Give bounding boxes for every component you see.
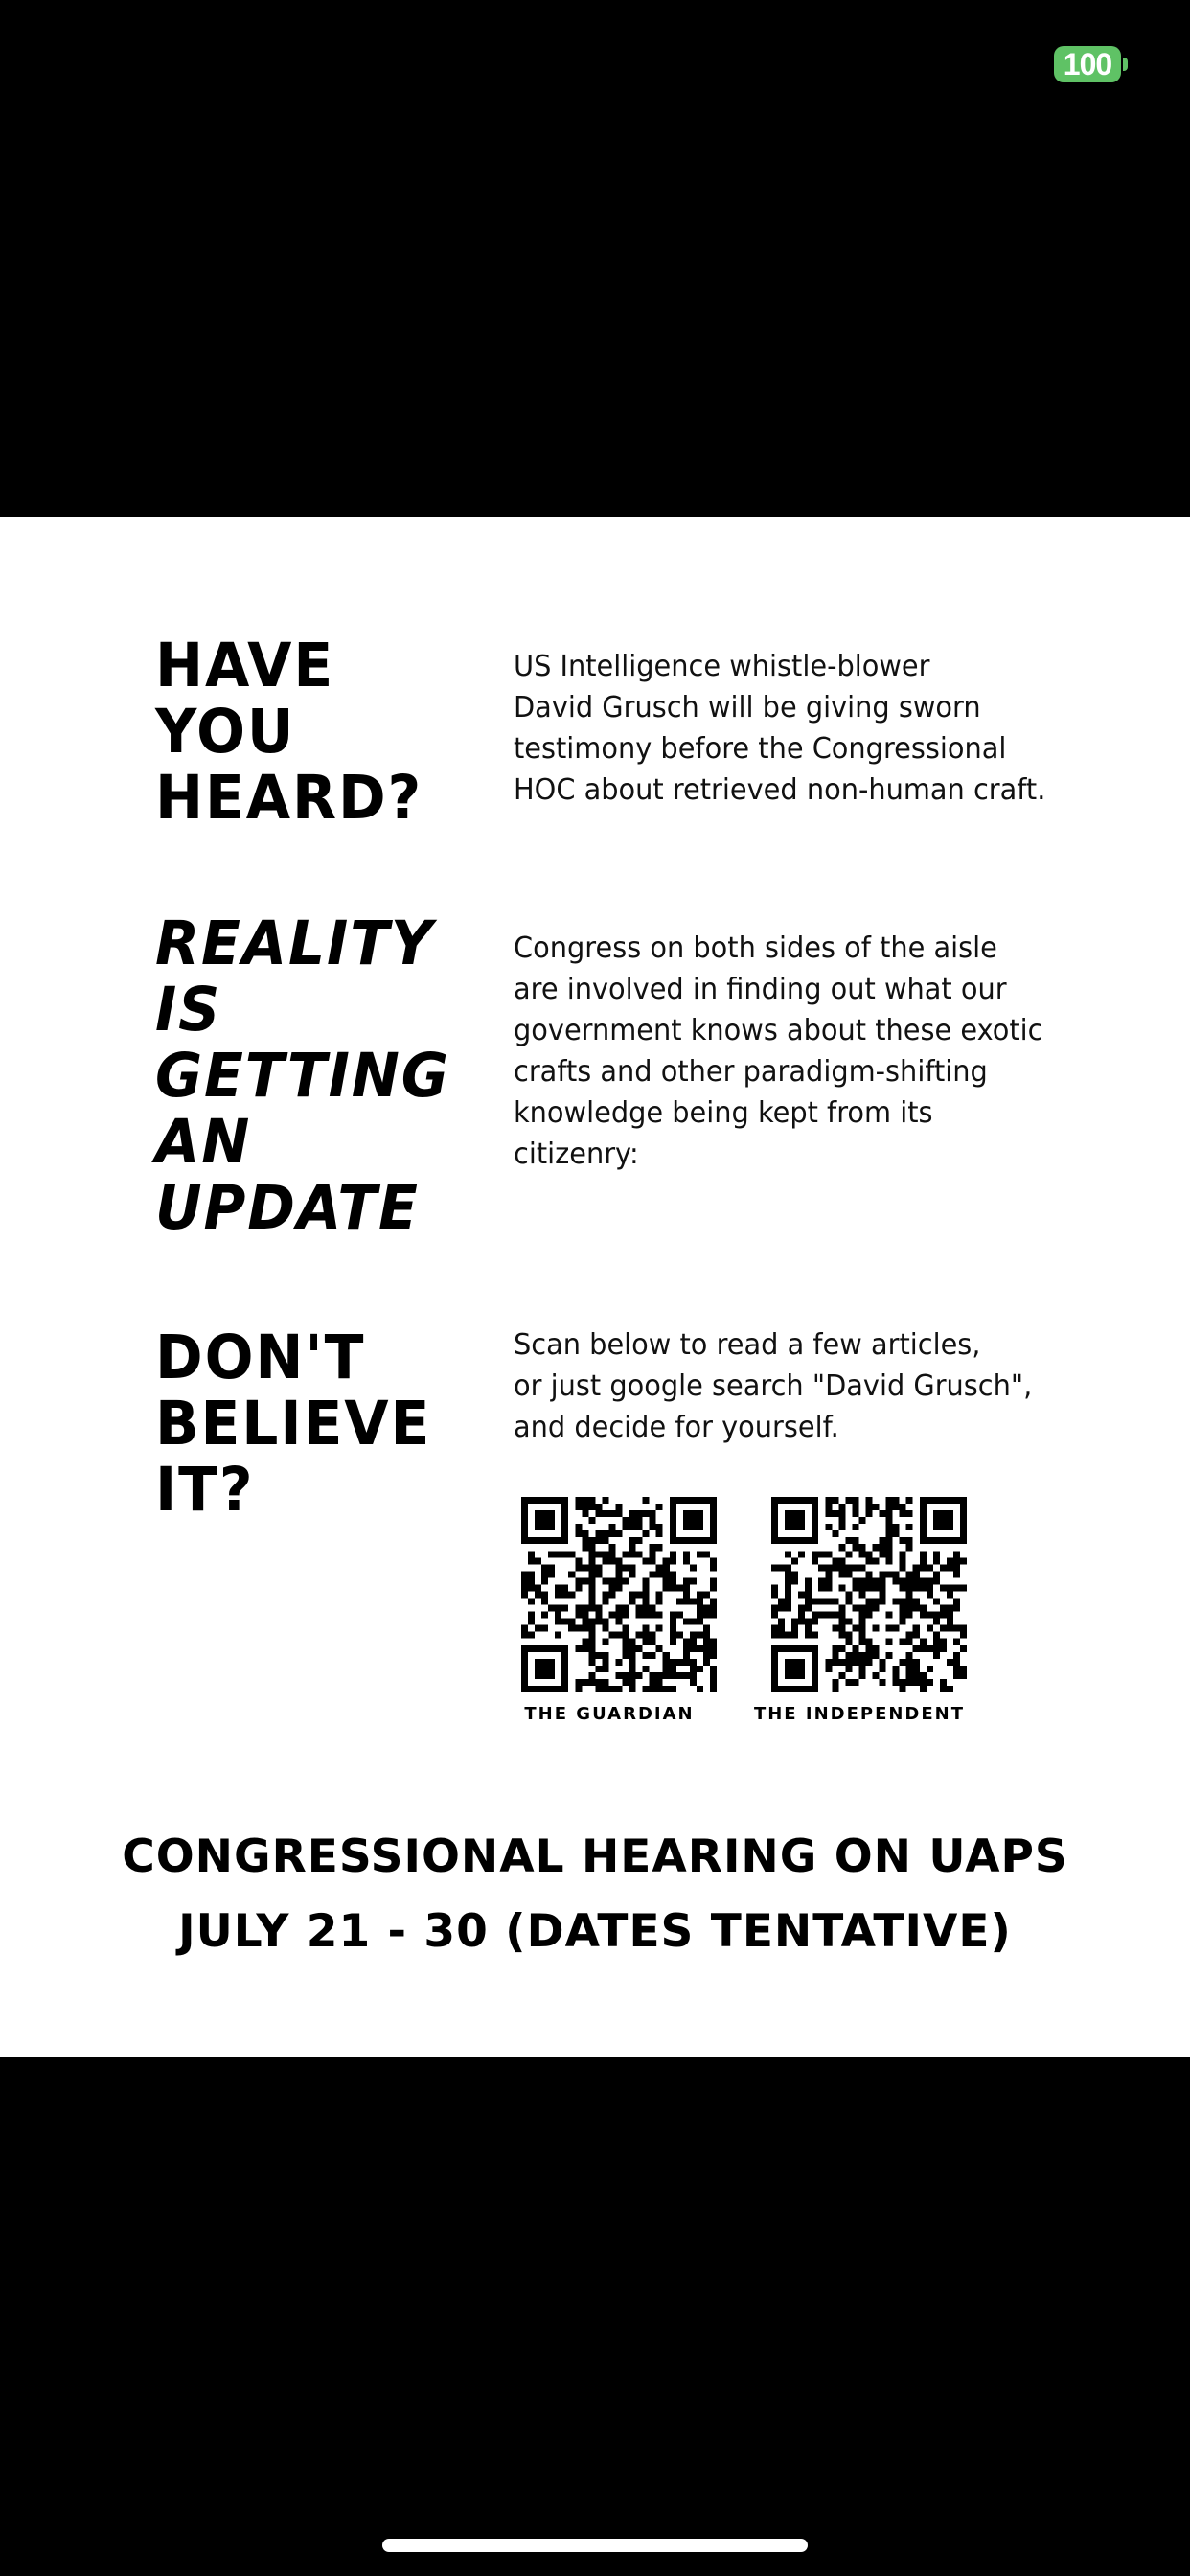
- qr-code-guardian[interactable]: [521, 1497, 717, 1692]
- heading-reality-update: [155, 910, 450, 1241]
- heading-dont-believe-it: [155, 1324, 431, 1523]
- heading-line: HAVE: [155, 631, 335, 701]
- blurb-congress: Congress on both sides of the aisle are involved in finding out what our government knows about these exotic crafts and other paradigm-shifting knowledge being kept from its citizenry:: [514, 932, 1043, 1171]
- battery-icon: [1054, 46, 1121, 82]
- heading-line: DON'T: [155, 1322, 366, 1392]
- blurb-whistleblower: US Intelligence whistle-blower David Grusch will be giving sworn testimony before the Congressional HOC about retrieved non-human craft.: [514, 650, 1046, 807]
- heading-line: REALITY: [155, 908, 435, 978]
- heading-have-you-heard: [155, 632, 423, 831]
- battery-tip: [1123, 58, 1128, 71]
- heading-line: IT?: [155, 1455, 255, 1525]
- heading-line: GETTING: [155, 1041, 450, 1111]
- qr-label-guardian: THE GUARDIAN: [524, 1704, 695, 1724]
- qr-code-independent[interactable]: [771, 1497, 967, 1692]
- status-bar: [0, 0, 1190, 134]
- heading-line: YOU: [155, 697, 296, 767]
- blurb-scan: Scan below to read a few articles, or just google search "David Grusch", and decide for yourself.: [514, 1328, 1033, 1444]
- heading-line: IS: [155, 975, 222, 1045]
- heading-line: AN: [155, 1107, 252, 1177]
- poster-image: [0, 518, 1190, 2057]
- heading-line: BELIEVE: [155, 1389, 432, 1459]
- heading-line: UPDATE: [155, 1173, 420, 1243]
- footer-hearing-dates: JULY 21 - 30 (DATES TENTATIVE): [178, 1905, 1012, 1958]
- footer-hearing-title: CONGRESSIONAL HEARING ON UAPS: [122, 1830, 1068, 1883]
- battery-level: 100: [1063, 46, 1112, 81]
- qr-label-independent: THE INDEPENDENT: [753, 1704, 966, 1724]
- heading-line: HEARD?: [155, 763, 423, 833]
- home-indicator[interactable]: [382, 2539, 808, 2552]
